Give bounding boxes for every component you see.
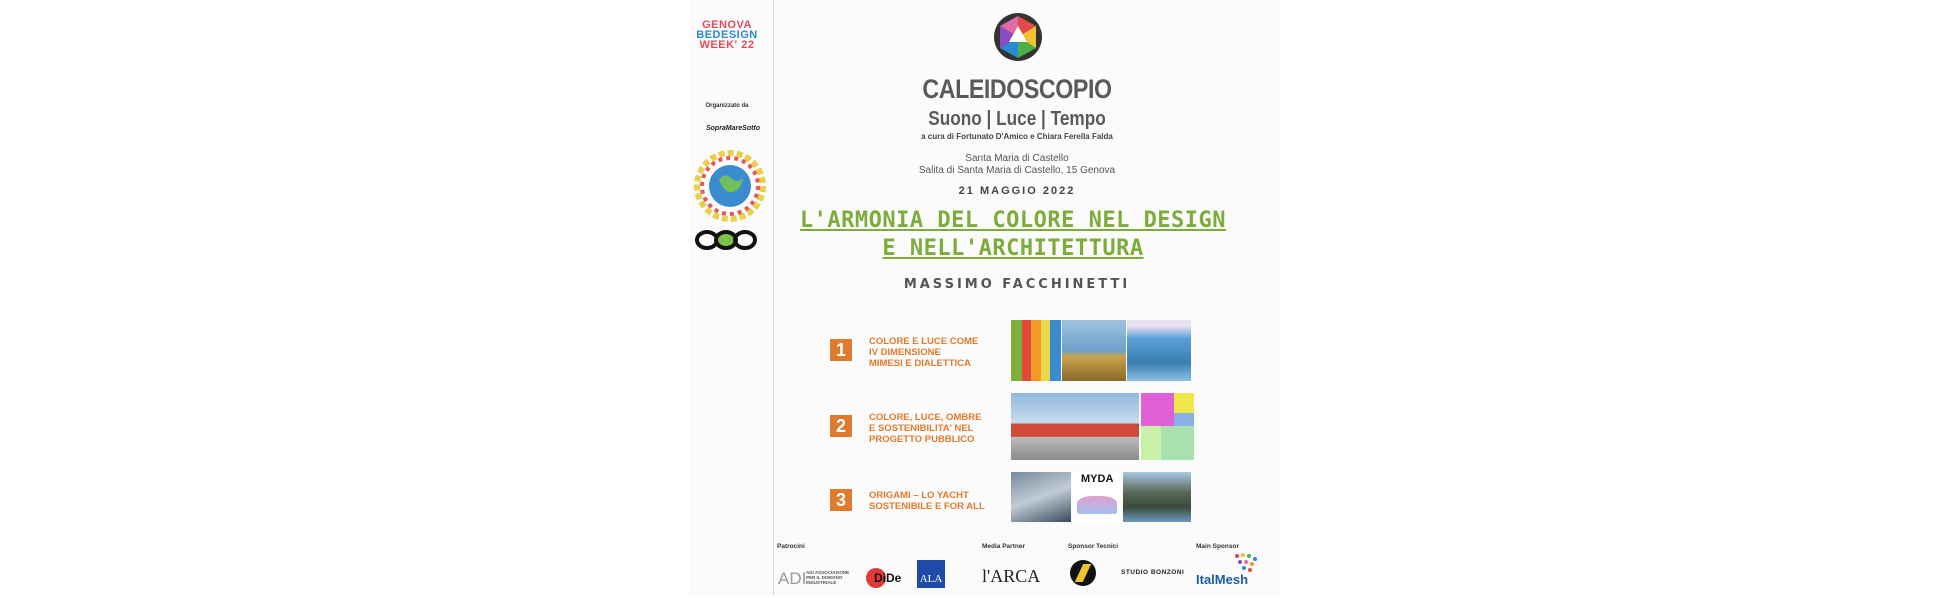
media-partner-label: Media Partner [982, 543, 1025, 550]
speaker-name: MASSIMO FACCHINETTI [903, 277, 1131, 292]
italmesh-logo: ItalMesh [1196, 572, 1249, 587]
myda-yacht-image [1073, 472, 1121, 522]
curators-line: a cura di Fortunato D'Amico e Chiara Ferella Falda [921, 132, 1113, 141]
public-building-render-image [1011, 393, 1139, 460]
dide-logo-text: DiDe [874, 571, 902, 585]
pensare-globalmente-logo [694, 150, 766, 222]
sidebar-divider [773, 0, 774, 595]
item-3-text [869, 490, 985, 512]
adi-logo-text: ADI ASSOCIAZIONE PER IL DISEGNO INDUSTRIALE [806, 570, 850, 585]
genova-line-3: WEEK' 22 [699, 39, 755, 51]
item-1-line: MIMESI E DIALETTICA [869, 358, 971, 369]
headline-line-2: E NELL'ARCHITETTURA [882, 236, 1144, 261]
adi-logo: ADI [778, 569, 807, 588]
item-3-line: SOSTENIBILE E FOR ALL [869, 501, 985, 512]
event-date: 21 MAGGIO 2022 [958, 185, 1076, 197]
item-1-line: COLORE E LUCE COME [869, 336, 979, 347]
color-stripes-image [1011, 320, 1061, 381]
item-3-number: 3 [830, 489, 852, 511]
caleidoscopio-logo [993, 12, 1043, 62]
headline [780, 207, 1246, 263]
island-yacht-image [1123, 472, 1191, 522]
yacht-render-image [1011, 472, 1071, 522]
genova-line-2: BEDESIGN [696, 29, 758, 41]
item-2-text [869, 412, 981, 445]
page-title: CALEIDOSCOPIO [922, 74, 1112, 104]
item-2-line: COLORE, LUCE, OMBRE [869, 412, 982, 423]
patrocini-label: Patrocini [777, 543, 805, 550]
chairs-sea-image [1127, 320, 1191, 381]
collaboration-logo [695, 228, 757, 252]
item-2-line: PROGETTO PUBBLICO [869, 434, 975, 445]
studio-bonzoni-logo: STUDIO BONZONI [1121, 569, 1185, 576]
item-1-number: 1 [830, 339, 852, 361]
myda-logo-text: MYDA [1081, 473, 1114, 485]
venue-address: Salita di Santa Maria di Castello, 15 Genova [918, 165, 1116, 176]
item-1-line: IV DIMENSIONE [869, 347, 941, 358]
genova-line-1: GENOVA [702, 19, 752, 31]
sponsor-tecnici-label: Sponsor Tecnici [1068, 543, 1119, 550]
item-1-text [869, 336, 978, 369]
headline-line-1: L'ARMONIA DEL COLORE NEL DESIGN [799, 208, 1227, 233]
arca-logo: l'ARCA [982, 566, 1041, 586]
item-2-number: 2 [830, 415, 852, 437]
dide-logo [866, 568, 902, 588]
sponsor-tecnico-logo [1070, 560, 1096, 586]
sopramare-logo: SopraMareSotto [705, 125, 761, 132]
item-3-line: ORIGAMI – LO YACHT [869, 490, 969, 501]
ala-logo: ALA [917, 560, 945, 588]
genova-design-week-logo [695, 20, 759, 50]
landscape-bottles-image [1062, 320, 1126, 381]
venue [885, 153, 1149, 177]
main-sponsor-label: Main Sponsor [1196, 543, 1239, 550]
organized-by-label: Organizzato da [705, 103, 749, 109]
page-subtitle: Suono | Luce | Tempo [928, 108, 1106, 130]
item-2-line: E SOSTENIBILITA' NEL [869, 423, 974, 434]
venue-name: Santa Maria di Castello [965, 153, 1069, 164]
golden-ratio-diagram [1141, 393, 1194, 460]
